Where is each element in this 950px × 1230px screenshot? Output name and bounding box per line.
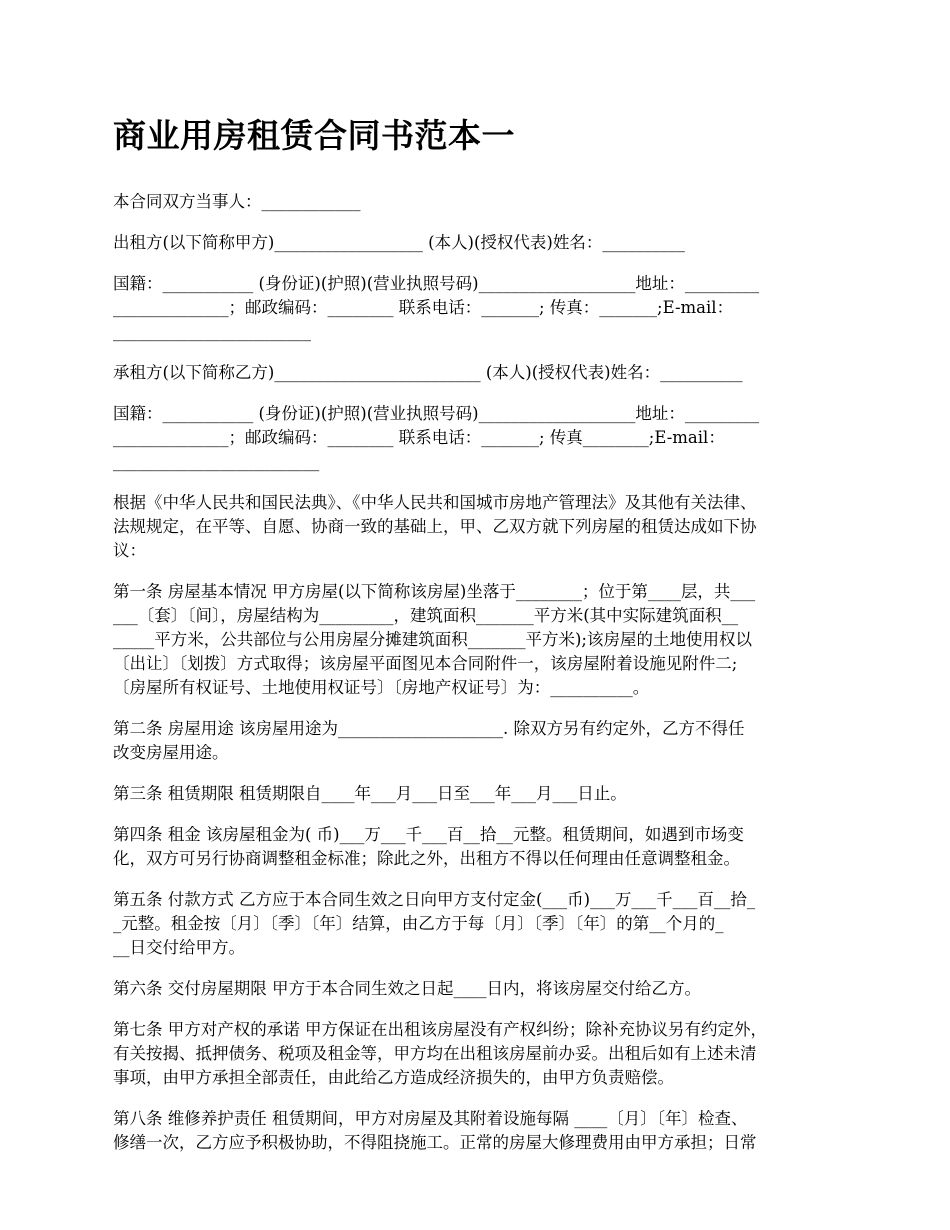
article-2: 第二条 房屋用途 该房屋用途为____________________. 除双方另有约定外，乙方不得任 改变房屋用途。	[113, 719, 745, 762]
article-8: 第八条 维修养护责任 租赁期间，甲方对房屋及其附着设施每隔 ____〔月〕〔年〕检查、 修缮一次，乙方应予积极协助，不得阻挠施工。正常的房屋大修理费用由甲方承担；日常	[113, 1109, 757, 1152]
article-3: 第三条 租赁期限 租赁期限自____年___月___日至___年___月___日止。	[113, 784, 627, 803]
article-1: 第一条 房屋基本情况 甲方房屋(以下简称该房屋)坐落于________；位于第____层，共___ ___〔套〕〔间〕，房屋结构为_________，建筑面积_______平方米(其中实际建筑面积__ _____平方米，公共部位与公用房屋分摊建筑面积_______平方米);该房屋的土地使用权以 〔出让〕〔划拨〕方式取得；该房屋平面图见本合同附件一，该房屋附着设施见附件二; 〔房屋所有权证号、土地使用权证号〕〔房地产权证号〕为：__________。	[113, 582, 756, 697]
article-6: 第六条 交付房屋期限 甲方于本合同生效之日起____日内，将该房屋交付给乙方。	[113, 979, 701, 998]
parties-intro: 本合同双方当事人：____________	[113, 192, 361, 211]
article-7: 第七条 甲方对产权的承诺 甲方保证在出租该房屋没有产权纠纷；除补充协议另有约定外， 有关按揭、抵押债务、税项及租金等，甲方均在出租该房屋前办妥。出租后如有上述未清 事项，由甲方承担全部责任，由此给乙方造成经济损失的，由甲方负责赔偿。	[113, 1020, 767, 1087]
lessee-details: 国籍：___________ (身份证)(护照)(营业执照号码)___________________地址：_________ ______________；邮政编码：________ 联系电话：_______; 传真________;E-mail： _________________________	[113, 404, 760, 471]
legal-basis-paragraph: 根据《中华人民共和国民法典》、《中华人民共和国城市房地产管理法》及其他有关法律、 法规规定，在平等、自愿、协商一致的基础上，甲、乙双方就下列房屋的租赁达成如下协 议：	[113, 493, 757, 560]
lessor-details: 国籍：___________ (身份证)(护照)(营业执照号码)___________________地址：_________ ______________；邮政编码：________ 联系电话：_______; 传真：_______;E-mail： ________________________	[113, 274, 760, 341]
lessee-line: 承租方(以下简称乙方)_________________________ (本人)(授权代表)姓名：__________	[113, 363, 743, 382]
document-page	[113, 110, 853, 1172]
document-title: 商业用房租赁合同书范本一	[113, 116, 515, 155]
article-4: 第四条 租金 该房屋租金为( 币)___万___千___百__拾__元整。租赁期间，如遇到市场变 化，双方可另行协商调整租金标准；除此之外，出租方不得以任何理由任意调整租金。	[113, 825, 744, 868]
lessor-line: 出租方(以下简称甲方)__________________ (本人)(授权代表)姓名：__________	[113, 233, 685, 252]
article-5: 第五条 付款方式 乙方应于本合同生效之日向甲方支付定金(___币)___万___千___百__拾_ _元整。租金按〔月〕〔季〕〔年〕结算，由乙方于每〔月〕〔季〕〔年〕的第__个月的_ __日交付给甲方。	[113, 890, 756, 957]
